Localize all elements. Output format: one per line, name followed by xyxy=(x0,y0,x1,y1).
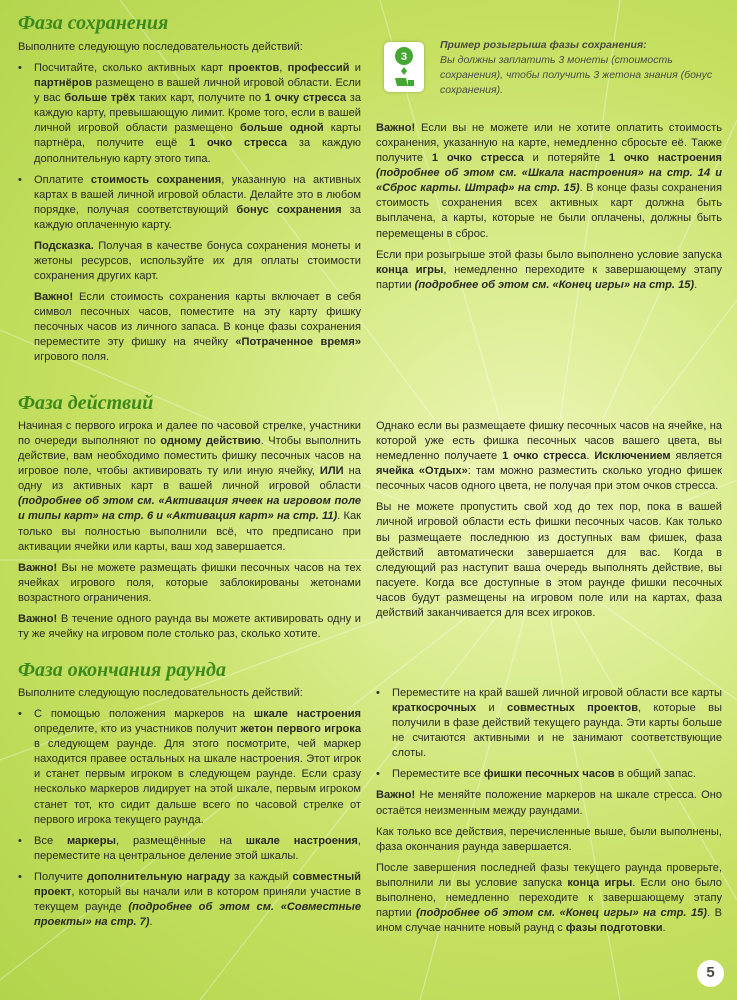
text-run: на одну из активных карт в вашей личной игровой области xyxy=(18,465,361,493)
preservation-list xyxy=(18,61,361,233)
preservation-right-column xyxy=(376,121,722,299)
text-run: за каждую оплаченную карту. xyxy=(34,203,361,231)
text-run: , размещённые на xyxy=(115,834,246,847)
round-end-bullet-markers xyxy=(18,834,361,864)
emphasis: Важно! xyxy=(34,291,74,304)
actions-important-repeat xyxy=(18,612,361,642)
round-end-bullet-first-player xyxy=(18,707,361,828)
text-run: : там можно разместить сколько угодно фишек песочных часов одного цвета, не получая при этом очков стресса. xyxy=(376,465,722,493)
example-card-icon xyxy=(384,42,424,92)
text-run: С помощью положения маркеров на xyxy=(34,708,254,721)
emphasis: фазы подготовки xyxy=(565,922,663,935)
text-run: . В конце фазы сохранения стоимость сохранения всех активных карт должна быть выплачена, а карты, которые не были оплачены, должны быть перемещены в сброс. xyxy=(376,182,722,240)
emphasis: Важно! xyxy=(376,789,416,802)
text-run: и потеряйте xyxy=(523,152,609,165)
cross-reference: (подробнее об этом см. «Активация ячеек на игровом поле и типы карт» на стр. 6 и «Активация карт» на стр. 11) xyxy=(18,495,361,523)
round-end-bullet-reward xyxy=(18,870,361,930)
round-end-title: Фаза окончания раунда xyxy=(18,659,226,681)
text-run: Вы не можете пропустить свой ход до тех пор, пока в вашей личной игровой области есть фишки песочных часов. Как только вы размещаете последнюю из доступных вам фишек, фаза действий автоматически завершается для вас. Когда в следующий раз наступит ваша очередь выполнять действие, вы пасуете. Когда все доступные в этом раунде фишки песочных часов будут размещены на игровом поле или на картах, фаза действий заканчивается для всех игроков. xyxy=(376,501,722,619)
text-run: . xyxy=(586,450,595,463)
emphasis: фишки песочных часов xyxy=(483,768,615,781)
text-run: . xyxy=(694,278,698,291)
emphasis: жетон первого игрока xyxy=(240,723,362,736)
text-run: размещено в вашей личной игровой области. Если у вас xyxy=(34,77,361,105)
emphasis: проектов xyxy=(228,62,280,75)
example-title: Пример розыгрыша фазы сохранения: xyxy=(440,39,647,51)
emphasis: шкале настроения xyxy=(253,708,361,721)
round-end-complete xyxy=(376,825,722,855)
emphasis: 1 очко настроения xyxy=(608,152,723,165)
text-run: игрового поля. xyxy=(34,351,110,364)
actions-left-column xyxy=(18,419,361,648)
round-end-list-right xyxy=(376,686,722,782)
emphasis: Подсказка. xyxy=(34,239,94,252)
text-run: Как только все действия, перечисленные выше, были выполнены, фаза окончания раунда завершается. xyxy=(376,825,722,853)
round-end-important xyxy=(376,788,722,818)
text-run: , xyxy=(279,62,288,75)
text-run: и xyxy=(349,62,362,75)
emphasis: 1 очко стресса xyxy=(502,450,587,463)
emphasis: ИЛИ xyxy=(319,465,344,478)
text-run: . Как только вы полностью выполнили всё, что предписано при активации ячейки или карты, ваш ход завершается. xyxy=(18,510,361,553)
text-run: . Чтобы выполнить действие, вам необходимо поместить фишку песочных часов на игровое поле, чтобы активировать ту или иную ячейку, xyxy=(18,435,361,478)
emphasis: одному действию xyxy=(160,435,261,448)
round-end-left-column xyxy=(18,686,361,936)
emphasis: 1 очко стресса xyxy=(188,137,288,150)
round-end-list-left xyxy=(18,707,361,930)
emphasis: дополнительную награду xyxy=(86,870,231,883)
text-run: за каждую карту, превышающую лимит. Кроме того, если в вашей личной игровой области размещено xyxy=(34,92,361,135)
emphasis: больше одной xyxy=(240,122,324,135)
text-run: в следующем раунде. Для этого посмотрите, чей маркер находится правее остальных на шкале настроения. Этот игрок и станет первым игроком в следующем раунде. Если сразу несколько маркеров лидирует на этой шкале, первым игроком станет тот, кто сидит дальше всего по часовой стрелке от первого игрока текущего раунда. xyxy=(34,738,361,826)
text-run: в общий запас. xyxy=(614,768,697,781)
text-run: определите, кто из участников получит xyxy=(34,723,241,736)
text-run: В течение одного раунда вы можете активировать одну и ту же ячейку на игровом поле столько раз, сколько хотите. xyxy=(18,612,361,641)
emphasis: краткосрочных xyxy=(392,702,477,715)
text-run: Выполните следующую последовательность действий: xyxy=(18,41,303,53)
example-body: Вы должны заплатить 3 монеты (стоимость сохранения), чтобы получить 3 жетона знания (бонус сохранения). xyxy=(440,53,713,96)
cross-reference: (подробнее об этом см. «Конец игры» на стр. 15) xyxy=(414,278,695,291)
cross-reference: (подробнее об этом см. «Совместные проекты» на стр. 7) xyxy=(34,901,361,929)
page-number: 5 xyxy=(697,960,724,987)
text-run: является xyxy=(670,450,722,463)
preservation-example xyxy=(378,38,723,102)
round-end-intro xyxy=(18,686,361,701)
preservation-end-condition xyxy=(376,248,722,293)
emphasis: бонус сохранения xyxy=(236,203,342,216)
text-run: Выполните следующую последовательность действий: xyxy=(18,687,303,699)
preservation-bullet-count xyxy=(18,61,361,167)
actions-intro xyxy=(18,419,361,555)
text-run: Посчитайте, сколько активных карт xyxy=(34,62,229,75)
preservation-hint xyxy=(18,239,361,284)
emphasis: совместный проект xyxy=(34,870,361,898)
text-run: . Если оно было выполнено, немедленно переходите к завершающему этапу партии xyxy=(376,876,722,920)
emphasis: 1 очко стресса xyxy=(431,152,524,165)
emphasis: партнёров xyxy=(34,77,93,90)
example-icon-number: 3 xyxy=(400,51,408,63)
text-run: Если стоимость сохранения карты включает в себя символ песочных часов, поместите на эту карту фишку песочных часов из личного запаса. В конце фазы сохранения переместите эту фишку на ячейку xyxy=(34,291,361,349)
emphasis: Важно! xyxy=(376,122,416,134)
emphasis: ячейка «Отдых» xyxy=(376,465,468,478)
round-end-right-column xyxy=(376,686,722,942)
preservation-intro xyxy=(18,40,361,55)
emphasis: конца игры xyxy=(567,876,633,889)
text-run: за каждую дополнительную карту этого типа. xyxy=(34,137,361,165)
text-run: Вы не можете размещать фишки песочных часов на тех ячейках игрового поля, которые заблокированы жетонами возрастного ограничения. xyxy=(18,561,361,604)
text-run: Не меняйте положение маркеров на шкале стресса. Оно остаётся неизменным между раундами. xyxy=(376,789,722,817)
preservation-title: Фаза сохранения xyxy=(18,12,169,34)
preservation-bullet-pay xyxy=(18,173,361,233)
text-run: . В ином случае начните новый раунд с xyxy=(376,907,722,935)
example-text xyxy=(440,38,720,98)
emphasis: маркеры xyxy=(67,834,116,847)
round-end-game-end-check xyxy=(376,861,722,936)
text-run: Если при розыгрыше этой фазы было выполнено условие запуска xyxy=(376,248,722,261)
text-run: Все xyxy=(34,834,67,847)
emphasis: шкале настроения xyxy=(245,834,358,847)
text-run: . xyxy=(662,922,666,935)
text-run: . xyxy=(149,916,153,929)
text-run: , немедленно переходите к завершающему этапу партии xyxy=(376,263,722,291)
actions-right-column xyxy=(376,419,722,627)
round-end-bullet-hourglasses xyxy=(376,767,722,782)
text-run: за каждый xyxy=(230,870,293,883)
cross-reference: (подробнее об этом см. «Шкала настроения» на стр. 14 и «Сброс карты. Штраф» на стр. 15) xyxy=(376,167,722,195)
text-run: , который вы начали или в котором приняли участие в текущем раунде xyxy=(34,885,361,914)
text-run: Получая в качестве бонуса сохранения монеты и жетоны ресурсов, используйте их для оплаты стоимости сохранения других карт. xyxy=(34,239,361,283)
preservation-important-discard xyxy=(376,121,722,242)
emphasis: профессий xyxy=(287,62,350,75)
emphasis: стоимость сохранения xyxy=(90,173,222,186)
text-run: Оплатите xyxy=(34,173,91,186)
preservation-important-hourglass xyxy=(18,290,361,365)
actions-pass-rule xyxy=(376,500,722,621)
text-run: карты партнёра, получите ещё xyxy=(34,122,361,150)
emphasis: конца игры xyxy=(376,263,444,276)
text-run: Переместите на край вашей личной игровой области все карты xyxy=(392,687,722,699)
emphasis: Исключением xyxy=(594,450,671,463)
text-run: , указанную на активных картах в вашей личной игровой области. Делайте это в любом порядке, получая соответствующий xyxy=(34,173,361,216)
text-run: Начиная с первого игрока и далее по часовой стрелке, участники по очереди выполняют по xyxy=(18,420,361,448)
emphasis: Важно! xyxy=(18,561,58,574)
preservation-left-column xyxy=(18,40,361,372)
text-run: Получите xyxy=(34,870,87,883)
emphasis: больше трёх xyxy=(64,92,136,105)
text-run: После завершения последней фазы текущего раунда проверьте, выполнили ли вы условие запуска xyxy=(376,861,722,889)
text-run: , которые вы получили в фазе действий текущего раунда. Эти карты больше не считаются активными и не занимают соответствующие слоты. xyxy=(392,702,722,760)
actions-stress-rule xyxy=(376,419,722,494)
text-run: , переместите на центральное деление этой шкалы. xyxy=(34,834,361,862)
emphasis: 1 очку стресса xyxy=(264,92,347,105)
emphasis: «Потраченное время» xyxy=(235,336,361,349)
cross-reference: (подробнее об этом см. «Конец игры» на стр. 15) xyxy=(416,907,707,920)
emphasis: совместных проектов xyxy=(507,702,639,715)
text-run: Если вы не можете или не хотите оплатить стоимость сохранения, указанную на карте, немедленно сбросьте её. Также получите xyxy=(376,122,722,165)
actions-important-blocked xyxy=(18,561,361,606)
text-run: Однако если вы размещаете фишку песочных часов на ячейке, на которой уже есть фишка песочных часов вашего цвета, вы немедленно получаете xyxy=(376,420,722,463)
text-run: таких карт, получите по xyxy=(135,92,265,105)
text-run: Переместите все xyxy=(392,768,484,781)
round-end-bullet-move-cards xyxy=(376,686,722,761)
text-run: и xyxy=(476,702,508,715)
actions-title: Фаза действий xyxy=(18,392,154,414)
emphasis: Важно! xyxy=(18,612,58,625)
